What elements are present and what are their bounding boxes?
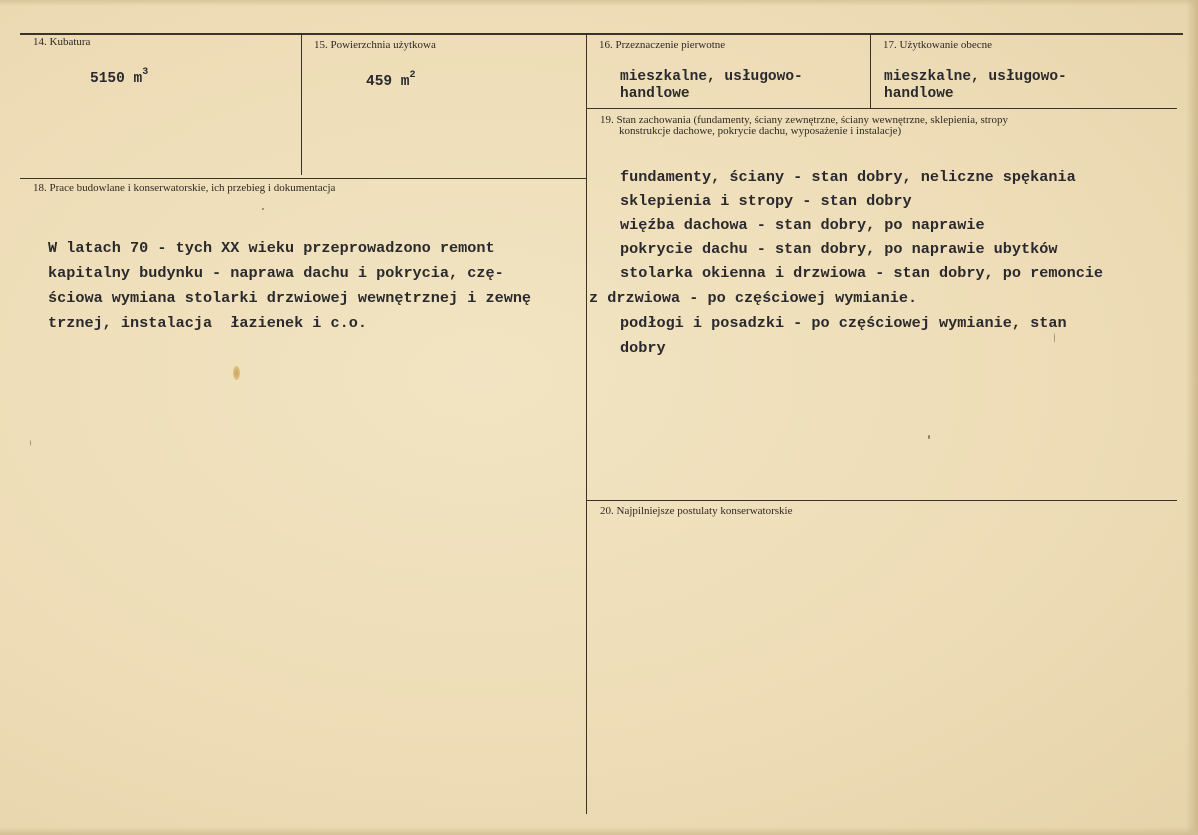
field-16-label: 16. Przeznaczenie pierwotne <box>599 39 726 51</box>
field-16-value-line-1: mieszkalne, usługowo- <box>620 69 803 85</box>
field-17-label: 17. Użytkowanie obecne <box>883 39 993 51</box>
volume-value: 5150 m <box>90 70 143 87</box>
line-under-14-15 <box>20 178 586 179</box>
area-unit-superscript: 2 <box>409 70 416 81</box>
field-19-value-line-4: pokrycie dachu - stan dobry, po naprawie ubytków <box>620 240 1058 258</box>
paper-edge-bottom <box>0 827 1198 835</box>
divider-16-17 <box>870 34 871 108</box>
field-14-value <box>90 66 148 88</box>
field-17-value-line-2: handlowe <box>884 86 954 102</box>
field-16-value-line-2: handlowe <box>620 86 690 102</box>
field-15-value <box>366 69 416 91</box>
paper-stain <box>233 366 240 380</box>
paper-speck <box>1054 333 1055 343</box>
field-19-label-line-2: konstrukcje dachowe, pokrycie dachu, wyposażenie i instalacje) <box>619 125 902 137</box>
volume-unit-superscript: 3 <box>142 67 149 78</box>
field-18-value-line-3: ściowa wymiana stolarki drzwiowej wewnętrznej i zewnę <box>48 289 532 307</box>
field-19-value-line-2: sklepienia i stropy - stan dobry <box>620 192 912 210</box>
field-18-value-line-2: kapitalny budynku - naprawa dachu i pokrycia, czę- <box>48 264 504 282</box>
paper-edge-right <box>1186 0 1198 835</box>
field-14-label: 14. Kubatura <box>33 36 91 48</box>
divider-14-15 <box>301 34 302 175</box>
paper-speck <box>30 440 31 446</box>
top-border-line <box>20 33 1183 35</box>
area-value: 459 m <box>366 73 410 90</box>
field-17-value-line-1: mieszkalne, usługowo- <box>884 69 1067 85</box>
field-18-value-line-1: W latach 70 - tych XX wieku przeprowadzono remont <box>48 239 495 257</box>
paper-speck <box>928 435 930 439</box>
field-19-value-line-8: dobry <box>620 339 666 357</box>
field-19-value-line-5: stolarka okienna i drzwiowa - stan dobry, po remoncie <box>620 264 1104 282</box>
field-18-label: 18. Prace budowlane i konserwatorskie, ich przebieg i dokumentacja <box>33 182 336 194</box>
field-19-value-line-1: fundamenty, ściany - stan dobry, neliczne spękania <box>620 168 1076 186</box>
field-15-label: 15. Powierzchnia użytkowa <box>314 39 436 51</box>
field-18-value-line-4: trznej, instalacja łazienek i c.o. <box>48 314 367 332</box>
paper-speck <box>262 208 264 210</box>
divider-main-column <box>586 34 587 814</box>
line-under-19 <box>587 500 1177 501</box>
line-under-16-17 <box>587 108 1177 109</box>
field-20-label: 20. Najpilniejsze postulaty konserwatorskie <box>600 505 793 517</box>
field-19-value-line-6: z drzwiowa - po częściowej wymianie. <box>589 289 918 307</box>
field-19-value-line-3: więźba dachowa - stan dobry, po naprawie <box>620 216 985 234</box>
paper-edge-top <box>0 0 1198 6</box>
field-19-value-line-7: podłogi i posadzki - po częściowej wymianie, stan <box>620 314 1067 332</box>
field-19-label-line-1: 19. Stan zachowania (fundamenty, ściany zewnętrzne, ściany wewnętrzne, sklepienia, stropy <box>600 114 1008 126</box>
